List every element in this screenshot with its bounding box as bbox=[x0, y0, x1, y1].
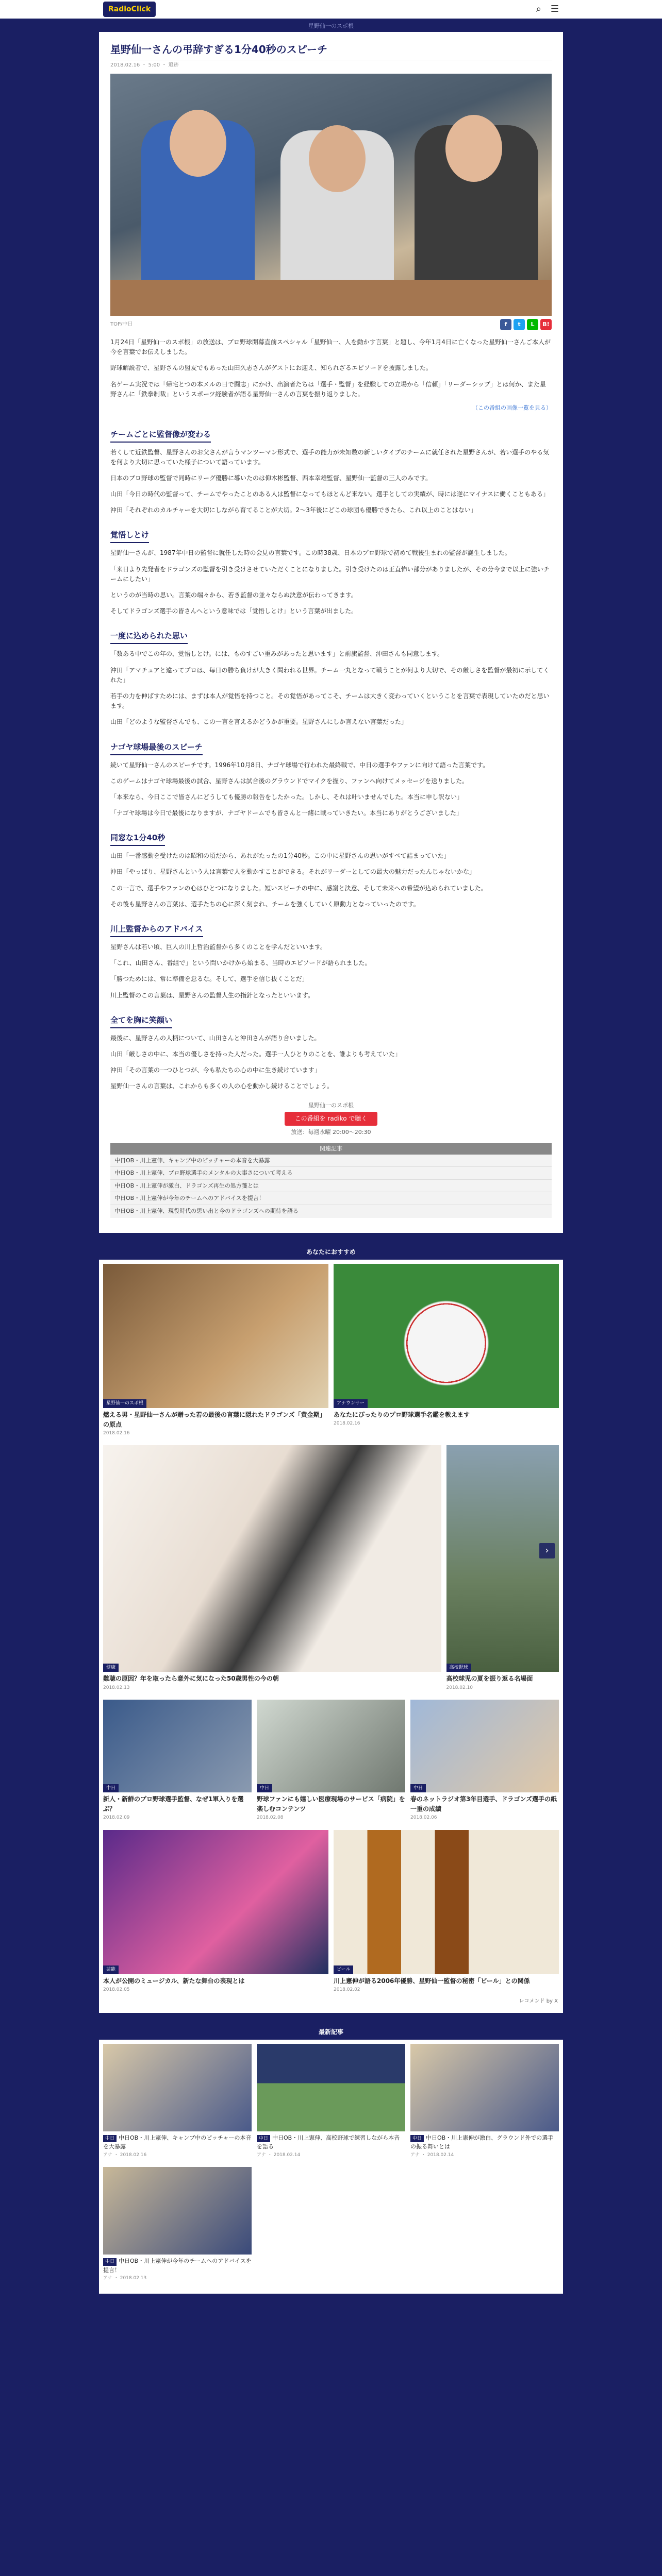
section-paragraph: この一言で、選手やファンの心はひとつになりました。短いスピーチの中に、感謝と決意、そして未来への希望が込められていました。 bbox=[110, 884, 487, 892]
card-tag: 中日 bbox=[410, 1784, 426, 1792]
card-badge: 中日 bbox=[103, 2135, 117, 2142]
section-paragraph: 沖田「その言葉の一つひとつが、今も私たちの心の中に生き続けています」 bbox=[110, 1066, 321, 1074]
card-title: 新人・新鮮のプロ野球選手監督、なぜ1軍入りを選ぶ？ bbox=[103, 1795, 244, 1813]
card-meta: アナ ・ 2018.02.16 bbox=[103, 2152, 147, 2158]
card-meta: アナ ・ 2018.02.14 bbox=[410, 2152, 454, 2158]
section-heading: 覚悟しとけ bbox=[110, 529, 149, 543]
card-tag: 星野仙一のスポ根 bbox=[103, 1399, 146, 1408]
section-paragraph: 沖田「やっぱり、星野さんという人は言葉で人を動かすことができる。それがリーダーとしての最大の魅力だったんじゃないかな」 bbox=[110, 868, 476, 876]
recommend-heading: あなたにおすすめ bbox=[99, 1245, 563, 1259]
section-paragraph: 沖田「アマチュアと違ってプロは、毎日の勝ち負けが大きく問われる世界。チーム一丸となって戦うことが何より大切で、その厳しさを監督が最初に示してくれた」 bbox=[110, 666, 550, 684]
card-badge: 中日 bbox=[257, 2135, 270, 2142]
section-heading: ナゴヤ球場最後のスピーチ bbox=[110, 741, 203, 755]
card-title: 中日OB・川上憲伸、高校野球で練習しながら本音を語る bbox=[257, 2134, 400, 2150]
logo-text: Rad bbox=[108, 5, 124, 13]
recommend-section bbox=[99, 1245, 563, 2013]
section-paragraph: 若手の力を伸ばすためには、まずは本人が覚悟を持つこと。その覚悟があってこそ、チームは大きく変わっていくということを言葉で表現していたのだと思います。 bbox=[110, 692, 550, 710]
section-paragraph: 「数ある中でこの年の、覚悟しとけ。には、ものすごい重みがあったと思います」と前旗監督、沖田さんも同意します。 bbox=[110, 650, 443, 658]
card-date: 2018.02.10 bbox=[446, 1685, 473, 1690]
section-paragraph: 沖田「それぞれのカルチャーを大切にしながら育てることが大切。2〜3年後にどこの球団も優勝できたら、これ以上のことはない」 bbox=[110, 506, 477, 514]
card-tag: ビール bbox=[334, 1965, 353, 1974]
section-heading: 川上監督からのアドバイス bbox=[110, 923, 203, 937]
section-paragraph: 「ナゴヤ球場は今日で最後になりますが、ナゴヤドームでも皆さんと一緒に戦っていきたい。本当にありがとうございました」 bbox=[110, 809, 463, 817]
card-title: 春のネットラジオ第3年目選手、ドラゴンズ選手の紙一重の成績 bbox=[410, 1795, 557, 1813]
section-paragraph: 「本来なら、今日ここで皆さんにどうしても優勝の報告をしたかった。しかし、それは叶いませんでした。本当に申し訳ない」 bbox=[110, 793, 464, 801]
section-paragraph: 日本のプロ野球の監督で同時にリーグ優勝に導いたのは仰木彬監督、西本幸雄監督、星野仙一監督の三人のみです。 bbox=[110, 474, 432, 482]
section-paragraph: 山田「一番感動を受けたのは昭和の頃だから、あれがたったの1分40秒。この中に星野さんの思いがすべて詰まっていた」 bbox=[110, 852, 450, 860]
hatena-icon[interactable]: B! bbox=[540, 319, 552, 330]
intro-paragraph: 1月24日「星野仙一のスポ根」の放送は、プロ野球開幕直前スペシャル「星野仙一、人を動かす言葉」と題し、今年1月4日に亡くなった星野仙一さんご本人が今を言葉でお伝えしました。 bbox=[110, 338, 551, 356]
article bbox=[99, 32, 563, 1233]
section-heading: 同窓な1分40秒 bbox=[110, 832, 165, 846]
related-item[interactable]: 中日OB・川上憲伸、キャンプ中のピッチャーの本音を大暴露 bbox=[110, 1155, 552, 1167]
recommend-card[interactable] bbox=[410, 1700, 559, 1822]
section-paragraph: 「来日より先発者をドラゴンズの監督を引き受けさせていただくことになりました。引き受けたのは正直怖い部分がありましたが、その分今まで以上に強いチームにしたい」 bbox=[110, 565, 550, 583]
card-title: 本人が公開のミュージカル、新たな舞台の表現とは bbox=[103, 1977, 245, 1985]
card-tag: 中日 bbox=[257, 1784, 272, 1792]
card-date: 2018.02.02 bbox=[334, 1987, 360, 1992]
recommend-promo[interactable]: レコメンド by X bbox=[519, 1998, 558, 2005]
section-paragraph: そしてドラゴンズ選手の皆さんへという意味では「覚悟しとけ」という言葉が出ました。 bbox=[110, 607, 358, 615]
section-paragraph: 星野仙一さんの言葉は、これからも多くの人の心を動かし続けることでしょう。 bbox=[110, 1082, 334, 1090]
recommend-card[interactable] bbox=[103, 1264, 328, 1437]
logo-tail: Click bbox=[131, 5, 151, 13]
top-bar bbox=[0, 0, 662, 21]
radiko-button[interactable]: この番組を radiko で聴く bbox=[285, 1112, 378, 1126]
card-badge: 中日 bbox=[103, 2258, 117, 2265]
intro-paragraph: 名ゲーム実況では「帰宅とつの本メルの日で闘志」にかけ、出演者たちは「選手・監督」を経験しての立場から「信頼」「リーダーシップ」とは何か、また星野さんに「鉄拳制裁」というスポーツ経験者が語る星野仙一さんの言葉を振り返りました。 bbox=[110, 380, 546, 398]
recommend-card[interactable] bbox=[446, 1445, 559, 1691]
facebook-icon[interactable]: f bbox=[500, 319, 511, 330]
card-meta: アナ ・ 2018.02.13 bbox=[103, 2276, 147, 2281]
photo-caption: TOP/中日 bbox=[110, 321, 133, 327]
recommend-card[interactable] bbox=[334, 1264, 559, 1437]
related-item[interactable]: 中日OB・川上憲伸が激白、ドラゴンズ再生の処方箋とは bbox=[110, 1180, 552, 1193]
section-paragraph: 川上監督のこの言葉は、星野さんの監督人生の指針となったといいます。 bbox=[110, 991, 315, 999]
section-paragraph: 「これ、山田さん、番組で」という問いかけから始まる、当時のエピソードが語られました。 bbox=[110, 959, 371, 967]
gallery-link[interactable]: （この番組の画像一覧を見る） bbox=[472, 404, 552, 411]
card-tag: 中日 bbox=[103, 1784, 119, 1792]
section-paragraph: 山田「今日の時代の監督って、チームでやったことのある人は監督になってもほとんど来ない。選手としての実績が、時には逆にマイナスに働くこともある」 bbox=[110, 490, 550, 498]
section-paragraph: 最後に、星野さんの人柄について、山田さんと沖田さんが語り合いました。 bbox=[110, 1034, 321, 1042]
related-item[interactable]: 中日OB・川上憲伸が今年のチームへのアドバイスを提言！ bbox=[110, 1192, 552, 1205]
card-title: 川上憲伸が語る2006年優勝、星野仙一監督の秘密「ビール」との関係 bbox=[334, 1977, 530, 1985]
section-heading: 全てを胸に笑顔い bbox=[110, 1014, 172, 1028]
article-date: 2018.02.16 ・ 5:00 ・ 追跡 bbox=[110, 62, 179, 68]
recommend-card[interactable] bbox=[103, 1700, 252, 1822]
card-date: 2018.02.05 bbox=[103, 1987, 130, 1992]
card-meta: アナ ・ 2018.02.14 bbox=[257, 2152, 301, 2158]
related-item[interactable]: 中日OB・川上憲伸、プロ野球選手のメンタルの大事さについて考える bbox=[110, 1167, 552, 1180]
search-icon[interactable]: ⌕ bbox=[536, 3, 541, 14]
recommend-card[interactable] bbox=[103, 1445, 441, 1691]
card-title: 難聴の原因？年を取ったら意外に気になった50歳男性の今の朝 bbox=[103, 1675, 279, 1683]
photo-face bbox=[309, 125, 366, 192]
section-paragraph: 若くして近鉄監督、星野さんのお父さんが言うマンツーマン形式で、選手の能力が未知数の新しいタイプのチームに就任された星野さんが、若い選手のやる気を何より大切に思っていた様子について語っています。 bbox=[110, 448, 550, 466]
section-paragraph: その後も星野さんの言葉は、選手たちの心に深く刻まれ、チームを強くしていく原動力となっていったのです。 bbox=[110, 900, 420, 908]
related-heading: 関連記事 bbox=[110, 1143, 552, 1155]
card-date: 2018.02.13 bbox=[103, 1685, 130, 1690]
card-date: 2018.02.16 bbox=[103, 1431, 130, 1436]
newest-card[interactable] bbox=[103, 2167, 252, 2282]
radio-click-logo[interactable] bbox=[103, 2, 156, 17]
twitter-icon[interactable]: t bbox=[514, 319, 525, 330]
section-heading: 一度に込められた思い bbox=[110, 630, 188, 644]
section-paragraph: 山田「厳しさの中に、本当の優しさを持った人だった。選手一人ひとりのことを、誰よりも考えていた」 bbox=[110, 1050, 402, 1058]
card-title: 野球ファンにも嬉しい医療現場のサービス「病院」を楽しむコンテンツ bbox=[257, 1795, 405, 1813]
recommend-card[interactable] bbox=[334, 1830, 559, 1994]
carousel-next-icon[interactable]: › bbox=[539, 1543, 555, 1558]
section-paragraph: このゲームはナゴヤ球場最後の試合、星野さんは試合後のグラウンドでマイクを握り、ファンへ向けてメッセージを送りました。 bbox=[110, 777, 469, 785]
card-title: 高校球児の夏を振り返る名場面 bbox=[446, 1675, 533, 1683]
card-tag: 健康 bbox=[103, 1664, 119, 1672]
page-title: 星野仙一さんの弔辞すぎる1分40秒のスピーチ bbox=[110, 41, 552, 60]
newest-heading: 最新記事 bbox=[99, 2025, 563, 2039]
share-buttons bbox=[500, 319, 552, 330]
card-date: 2018.02.06 bbox=[410, 1815, 437, 1821]
newest-card[interactable] bbox=[410, 2044, 559, 2159]
card-date: 2018.02.09 bbox=[103, 1815, 130, 1821]
intro-paragraph: 野球解説者で、星野さんの盟友でもあった山田久志さんがゲストにお迎え、知られざるエピソードを披露しました。 bbox=[110, 364, 432, 372]
card-tag: アナウンサー bbox=[334, 1399, 368, 1408]
section-paragraph: というのが当時の思い。言葉の端々から、若き監督の並々ならぬ決意が伝わってきます。 bbox=[110, 591, 357, 599]
card-tag: 芸能 bbox=[103, 1965, 119, 1974]
section-paragraph: 星野さんは若い頃、巨人の川上哲治監督から多くのことを学んだといいます。 bbox=[110, 943, 327, 951]
section-paragraph: 山田「どのような監督さんでも、この一言を言えるかどうかが重要。星野さんにしか言えない言葉だった」 bbox=[110, 718, 408, 726]
photo-face bbox=[170, 110, 226, 177]
article-photo bbox=[110, 74, 552, 316]
card-date: 2018.02.08 bbox=[257, 1815, 284, 1821]
recommend-card[interactable] bbox=[103, 1830, 328, 1994]
section-paragraph: 「勝つためには、常に準備を怠るな。そして、選手を信じ抜くことだ」 bbox=[110, 975, 308, 983]
related-list bbox=[110, 1155, 552, 1218]
newest-card[interactable] bbox=[257, 2044, 405, 2159]
logo-accent: io bbox=[124, 5, 131, 13]
card-title: あなたにぴったりのプロ野球選手名鑑を教えます bbox=[334, 1411, 470, 1418]
recommend-card[interactable] bbox=[257, 1700, 405, 1822]
program-schedule: 放送：毎週水曜 20:00〜20:30 bbox=[291, 1129, 371, 1136]
card-badge: 中日 bbox=[410, 2135, 424, 2142]
photo-table bbox=[110, 280, 552, 316]
card-title: 中日OB・川上憲伸が激白、グラウンド外での選手の振る舞いとは bbox=[410, 2134, 554, 2150]
line-icon[interactable]: L bbox=[527, 319, 538, 330]
newest-card[interactable] bbox=[103, 2044, 252, 2159]
card-title: 燃える男・星野仙一さんが贈った若の最後の言葉に隠れたドラゴンズ「黄金期」の原点 bbox=[103, 1411, 326, 1428]
menu-icon[interactable]: ☰ bbox=[550, 3, 559, 14]
card-date: 2018.02.16 bbox=[334, 1420, 360, 1426]
breadcrumb[interactable]: 星野仙一のスポ根 bbox=[308, 23, 354, 29]
newest-section bbox=[99, 2025, 563, 2293]
photo-face bbox=[445, 115, 502, 182]
related-item[interactable]: 中日OB・川上憲伸、現役時代の思い出と今のドラゴンズへの期待を語る bbox=[110, 1205, 552, 1218]
card-title: 中日OB・川上憲伸、キャンプ中のピッチャーの本音を大暴露 bbox=[103, 2134, 252, 2150]
card-tag: 高校野球 bbox=[446, 1664, 471, 1672]
program-box bbox=[110, 1101, 552, 1137]
section-paragraph: 星野仙一さんが、1987年中日の監督に就任した時の会見の言葉です。この時38歳、日本のプロ野球で初めて戦後生まれの監督が誕生しました。 bbox=[110, 549, 511, 557]
section-paragraph: 続いて星野仙一さんのスピーチです。1996年10月8日、ナゴヤ球場で行われた最終戦で、中日の選手やファンに向けて語った言葉です。 bbox=[110, 761, 489, 769]
section-heading: チームごとに監督像が変わる bbox=[110, 428, 211, 443]
card-title: 中日OB・川上憲伸が今年のチームへのアドバイスを提言！ bbox=[103, 2258, 252, 2274]
program-name: 星野仙一のスポ根 bbox=[308, 1101, 354, 1109]
